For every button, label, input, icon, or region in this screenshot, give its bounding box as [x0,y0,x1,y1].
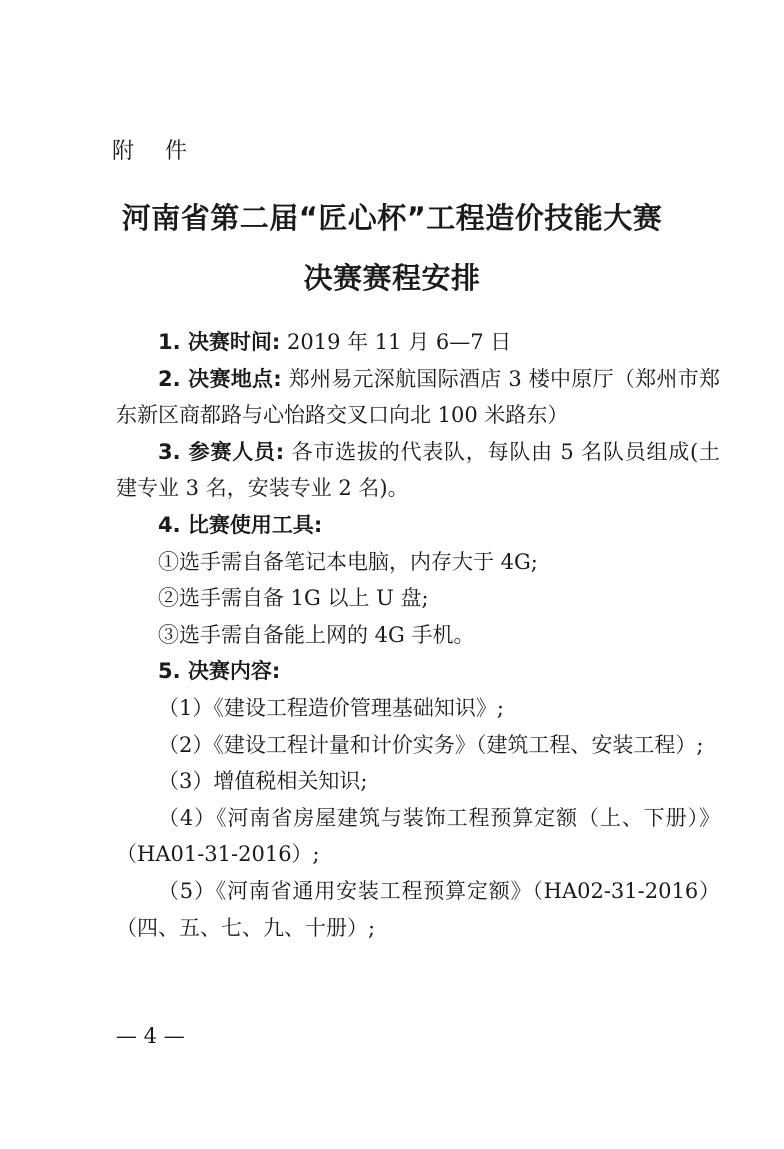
item-participants-label: 3. 参赛人员: [158,439,285,464]
content-item: （4）《河南省房屋建筑与装饰工程预算定额（上、下册）》（HA01-31-2016）; [116,805,720,867]
document-title-line-1: 河南省第二届“匠心杯”工程造价技能大赛 [121,201,663,235]
attachment-label: 附 件 [112,139,199,164]
content-item: （2）《建设工程计量和计价实务》（建筑工程、安装工程）; [158,732,704,757]
item-venue-label: 2. 决赛地点: [158,366,282,391]
content-item: （5）《河南省通用安装工程预算定额》（HA02-31-2016）（四、五、七、九、十册）; [116,878,720,940]
document-title-line-2: 决赛赛程安排 [303,261,481,295]
item-time-text: 2019 年 11 月 6—7 日 [287,330,512,354]
content-item: （1）《建设工程造价管理基础知识》; [158,695,504,720]
item-participants-text: 各市选拔的代表队，每队由 5 名队员组成(土建专业 3 名，安装专业 2 名)。 [116,439,720,501]
item-venue [116,361,720,434]
content-item: （3）增值税相关知识; [158,769,368,794]
tool-item: ③选手需自备能上网的 4G 手机。 [158,622,475,647]
item-content [116,653,720,690]
item-tools-label: 4. 比赛使用工具: [158,512,323,537]
item-time [116,324,720,361]
item-venue-text: 郑州易元深航国际酒店 3 楼中原厅（郑州市郑东新区商都路与心怡路交叉口向北 100 米路东） [116,366,720,428]
item-time-label: 1. 决赛时间: [158,330,281,354]
tool-item: ①选手需自备笔记本电脑，内存大于 4G; [158,549,538,574]
document-body [116,324,720,946]
item-tools [116,507,720,544]
tool-item: ②选手需自备 1G 以上 U 盘; [158,586,429,611]
page-number: — 4 — [116,1024,185,1048]
item-participants [116,434,720,507]
item-content-label: 5. 决赛内容: [158,659,281,684]
